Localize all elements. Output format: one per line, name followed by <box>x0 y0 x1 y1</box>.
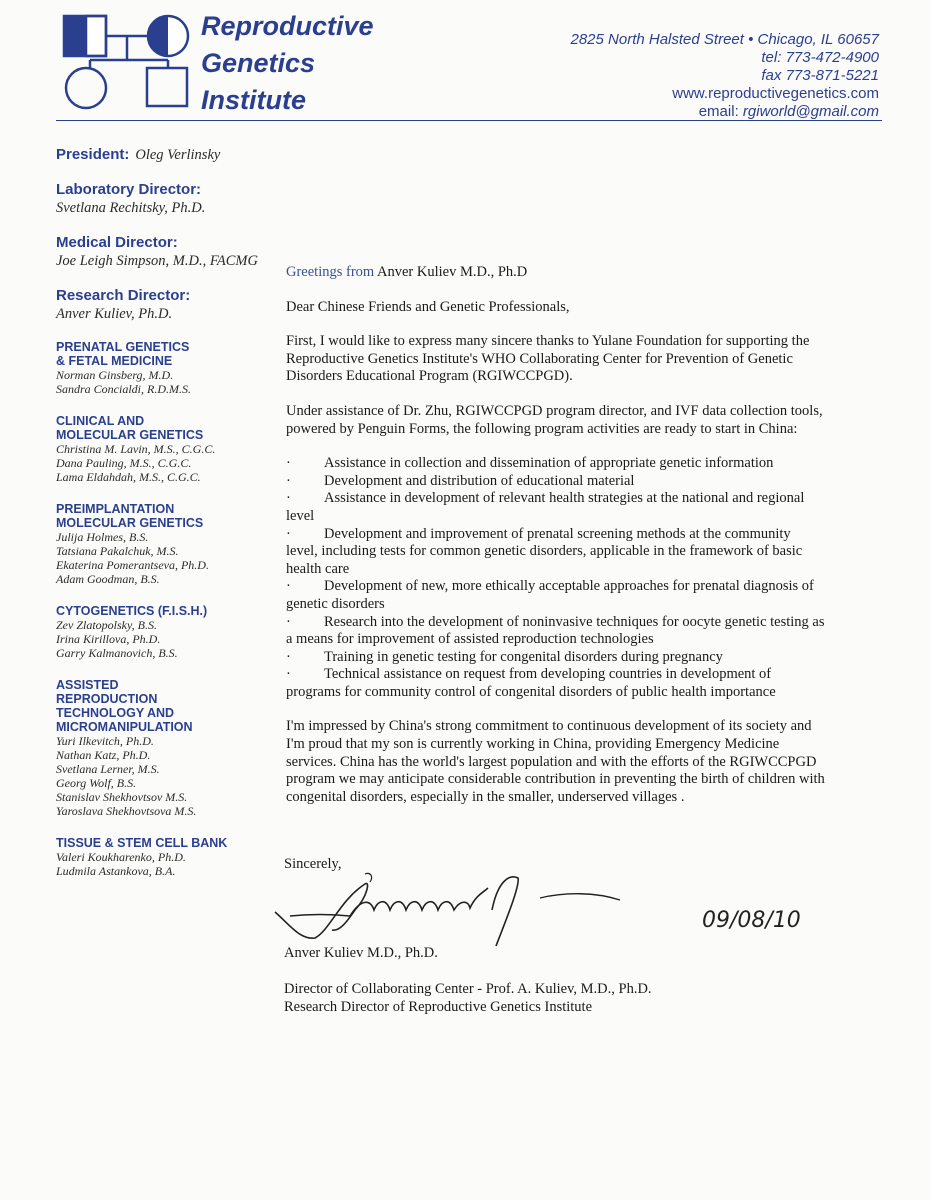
activity-text: Training in genetic testing for congenital disorders during pregnancy <box>324 648 723 665</box>
activity-item <box>286 578 826 613</box>
department-block <box>56 678 276 818</box>
department-member: Ekaterina Pomerantseva, Ph.D. <box>56 558 209 572</box>
bullet-icon: · <box>286 613 291 630</box>
institute-name <box>201 8 441 119</box>
department-member: Yaroslava Shekhovtsova M.S. <box>56 804 197 818</box>
institute-name-line: Genetics <box>201 48 316 78</box>
contact-block <box>519 31 879 121</box>
activity-item <box>286 455 826 473</box>
handwritten-date <box>700 897 840 937</box>
department-member: Svetlana Lerner, M.S. <box>56 762 160 776</box>
laboratory-director <box>56 181 276 217</box>
role-name: Svetlana Rechitsky, Ph.D. <box>56 200 206 216</box>
department-title: REPRODUCTION <box>56 692 158 706</box>
bullet-icon: · <box>286 525 291 542</box>
activity-item <box>286 666 826 701</box>
letter-body <box>286 264 826 823</box>
greeting-line <box>286 264 826 282</box>
activity-text: Assistance in collection and dissemination of appropriate genetic information <box>324 455 774 472</box>
email[interactable]: email: rgiworld@gmail.com <box>698 103 879 120</box>
department-block <box>56 604 276 660</box>
president <box>56 146 276 164</box>
department-title: MICROMANIPULATION <box>56 720 193 734</box>
department-member: Garry Kalmanovich, B.S. <box>56 646 178 660</box>
role-name: Anver Kuliev, Ph.D. <box>56 306 173 322</box>
signer-title: Director of Collaborating Center - Prof. A. Kuliev, M.D., Ph.D. <box>284 981 652 997</box>
activity-text: Assistance in development of relevant health strategies at the national and regional level <box>286 490 805 524</box>
activity-text: Development and improvement of prenatal screening methods at the community level, including tests for common genetic disorders, applicable in the framework of basic health care <box>286 525 803 577</box>
institute-name-line: Reproductive <box>201 11 374 41</box>
staff-sidebar <box>56 146 276 878</box>
telephone: tel: 773-472-4900 <box>761 49 879 66</box>
department-title: CYTOGENETICS (F.I.S.H.) <box>56 604 208 618</box>
bullet-icon: · <box>286 648 291 665</box>
department-member: Nathan Katz, Ph.D. <box>56 748 151 762</box>
bullet-icon: · <box>286 490 291 507</box>
greeting-name: Anver Kuliev M.D., Ph.D <box>377 264 528 280</box>
greeting-prefix: Greetings from <box>286 264 375 280</box>
activity-text: Technical assistance on request from developing countries in development of programs for community control of congenital disorders of public health importance <box>286 666 776 700</box>
department-member: Christina M. Lavin, M.S., C.G.C. <box>56 442 216 456</box>
pedigree-logo-icon <box>56 10 196 110</box>
department-block <box>56 414 276 484</box>
activity-item <box>286 490 826 525</box>
activity-item <box>286 614 826 649</box>
activity-list <box>286 455 826 701</box>
fax: fax 773-871-5221 <box>761 67 879 84</box>
bullet-icon: · <box>286 455 291 472</box>
role-title: Research Director: <box>56 287 191 304</box>
department-title: ASSISTED <box>56 678 119 692</box>
signer-titles <box>284 980 652 1016</box>
institute-name-line: Institute <box>201 85 306 115</box>
department-member: Sandra Concialdi, R.D.M.S. <box>56 382 191 396</box>
activity-text: Research into the development of noninvasive techniques for oocyte genetic testing as a means for improvement of assisted reproduction technologies <box>286 613 825 648</box>
department-list <box>56 340 276 878</box>
role-title: President: <box>56 146 130 163</box>
role-title: Laboratory Director: <box>56 181 202 198</box>
department-member: Dana Pauling, M.S., C.G.C. <box>56 456 192 470</box>
website-link[interactable]: www.reproductivegenetics.com <box>672 85 879 102</box>
closing: Sincerely, <box>284 856 342 872</box>
activity-text: Development and distribution of educational material <box>324 472 635 489</box>
department-member: Zev Zlatopolsky, B.S. <box>56 618 157 632</box>
department-member: Stanislav Shekhovtsov M.S. <box>56 790 188 804</box>
role-title: Medical Director: <box>56 234 178 251</box>
activity-item <box>286 526 826 579</box>
paragraph-2: Under assistance of Dr. Zhu, RGIWCCPGD program director, and IVF data collection tools, powered by Penguin Forms, the following program activities are ready to start in China: <box>286 402 823 437</box>
department-member: Lama Eldahdah, M.S., C.G.C. <box>56 470 201 484</box>
role-name: Joe Leigh Simpson, M.D., FACMG <box>56 253 258 269</box>
signer-title: Research Director of Reproductive Genetics Institute <box>284 999 593 1015</box>
department-title: PREIMPLANTATION <box>56 502 175 516</box>
department-title: & FETAL MEDICINE <box>56 354 173 368</box>
department-title: TISSUE & STEM CELL BANK <box>56 836 228 850</box>
bullet-icon: · <box>286 578 291 595</box>
department-block <box>56 340 276 396</box>
department-member: Julija Holmes, B.S. <box>56 530 149 544</box>
signer-name: Anver Kuliev M.D., Ph.D. <box>284 945 438 961</box>
handwritten-signature <box>270 870 630 950</box>
activity-text: Development of new, more ethically acceptable approaches for prenatal diagnosis of genetic disorders <box>286 578 814 612</box>
medical-director <box>56 234 276 270</box>
department-member: Adam Goodman, B.S. <box>56 572 160 586</box>
department-title: CLINICAL AND <box>56 414 145 428</box>
activity-item <box>286 649 826 667</box>
department-member: Ludmila Astankova, B.A. <box>56 864 176 878</box>
department-title: MOLECULAR GENETICS <box>56 428 204 442</box>
department-member: Yuri Ilkevitch, Ph.D. <box>56 734 154 748</box>
department-member: Norman Ginsberg, M.D. <box>56 368 174 382</box>
svg-text:09/08/10: 09/08/10 <box>702 908 801 933</box>
department-block <box>56 836 276 878</box>
bullet-icon: · <box>286 666 291 683</box>
research-director <box>56 287 276 323</box>
paragraph-3: I'm impressed by China's strong commitment to continuous development of its society and I'm proud that my son is currently working in China, providing Emergency Medicine services. China has the world's largest population and with the efforts of the RGIWCCPGD program we may anticipate considerable contribution in preventing the birth of children with congenital disorders, especially in the smaller, underserved villages . <box>286 718 825 805</box>
salutation: Dear Chinese Friends and Genetic Professionals, <box>286 298 570 315</box>
department-title: MOLECULAR GENETICS <box>56 516 204 530</box>
role-name: Oleg Verlinsky <box>135 147 221 163</box>
bullet-icon: · <box>286 472 291 489</box>
address: 2825 North Halsted Street • Chicago, IL 60657 <box>570 31 879 48</box>
department-title: PRENATAL GENETICS <box>56 340 190 354</box>
department-member: Valeri Koukharenko, Ph.D. <box>56 850 186 864</box>
activity-item <box>286 473 826 491</box>
department-block <box>56 502 276 586</box>
department-member: Georg Wolf, B.S. <box>56 776 137 790</box>
header-divider <box>56 120 882 121</box>
department-title: TECHNOLOGY AND <box>56 706 175 720</box>
paragraph-1: First, I would like to express many sincere thanks to Yulane Foundation for supporting the Reproductive Genetics Institute's WHO Collaborating Center for Prevention of Genetic Disorders Educational Program (RGIWCCPGD). <box>286 333 810 385</box>
department-member: Irina Kirillova, Ph.D. <box>56 632 161 646</box>
department-member: Tatsiana Pakalchuk, M.S. <box>56 544 179 558</box>
